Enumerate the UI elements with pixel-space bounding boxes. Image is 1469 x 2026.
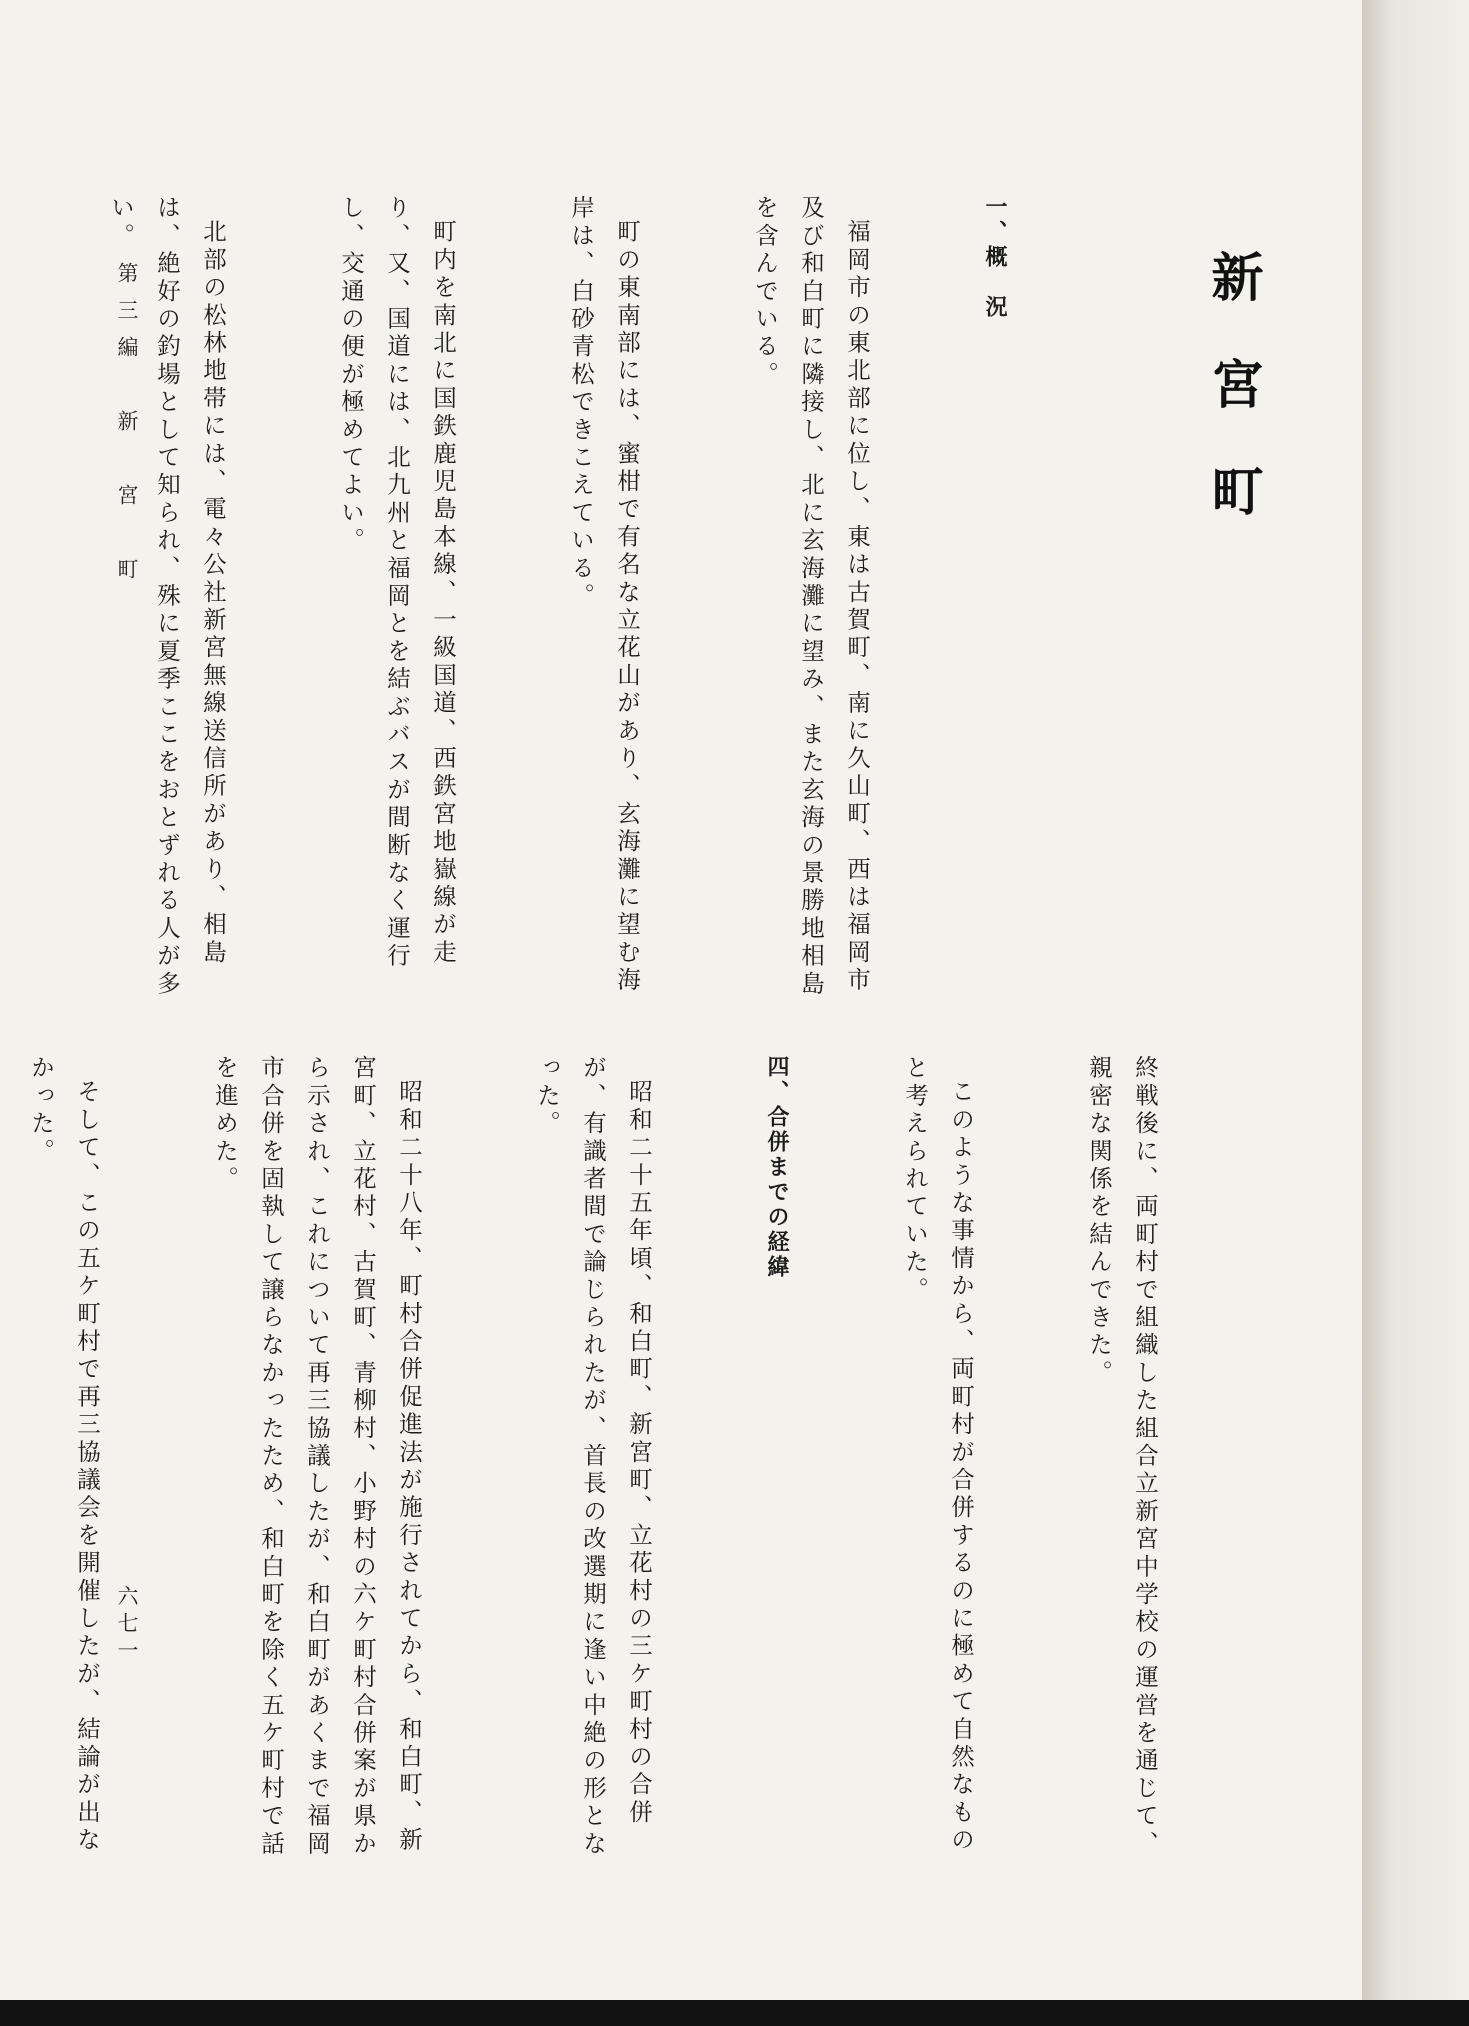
- paragraph: 昭和二十八年、町村合併促進法が施行されてから、和白町、新宮町、立花村、古賀町、青柳村、小野村の六ケ町村合併案が県から示され、これについて再三協議したが、和白町があくまで福岡市合併を固執して譲らなかったため、和白町を除く五ケ町村で話を進めた。: [211, 1055, 423, 1859]
- paragraph: 町内を南北に国鉄鹿児島本線、一級国道、西鉄宮地嶽線が走り、又、国道には、北九州と福岡とを結ぶバスが間断なく運行し、交通の便が極めてよい。: [337, 195, 457, 971]
- section-heading-2: [0, 195, 6, 1005]
- paragraph: そして、この五ケ町村で再三協議会を開催したが、結論が出なかった。: [27, 1055, 101, 1855]
- paragraph: 北部の松林地帯には、電々公社新宮無線送信所があり、相島は、絶好の釣場として知られ、殊に夏季ここをおとずれる人が多い。: [107, 195, 227, 999]
- paragraph: 昭和二十五年頃、和白町、新宮町、立花村の三ケ町村の合併が、有識者間で論じられたが、首長の改選期に逢い中絶の形となった。: [533, 1055, 653, 1859]
- page-edge: [1362, 0, 1469, 2000]
- paragraph: 福岡市の東北部に位し、東は古賀町、南に久山町、西は福岡市及び和白町に隣接し、北に玄海灘に望み、また玄海の景勝地相島を含んでいる。: [751, 195, 871, 999]
- page-title: 新宮町: [1202, 250, 1263, 571]
- scan-border: [0, 2000, 1469, 2026]
- section-heading-4: 四、合併までの経緯: [764, 1055, 790, 1280]
- paragraph: このような事情から、両町村が合併するのに極めて自然なものと考えられていた。: [901, 1055, 975, 1855]
- paragraph: 町の東南部には、蜜柑で有名な立花山があり、玄海灘に望む海岸は、白砂青松できこえている。: [567, 195, 641, 995]
- running-footer: 第三編 新 宮 町: [115, 262, 139, 595]
- section-heading-1: 一、概 況: [982, 195, 1008, 320]
- page-number: 六七一: [115, 1585, 139, 1666]
- paragraph-continued: 終戦後に、両町村で組織した組合立新宮中学校の運営を通じて、親密な関係を結んできた。: [1085, 1055, 1159, 1859]
